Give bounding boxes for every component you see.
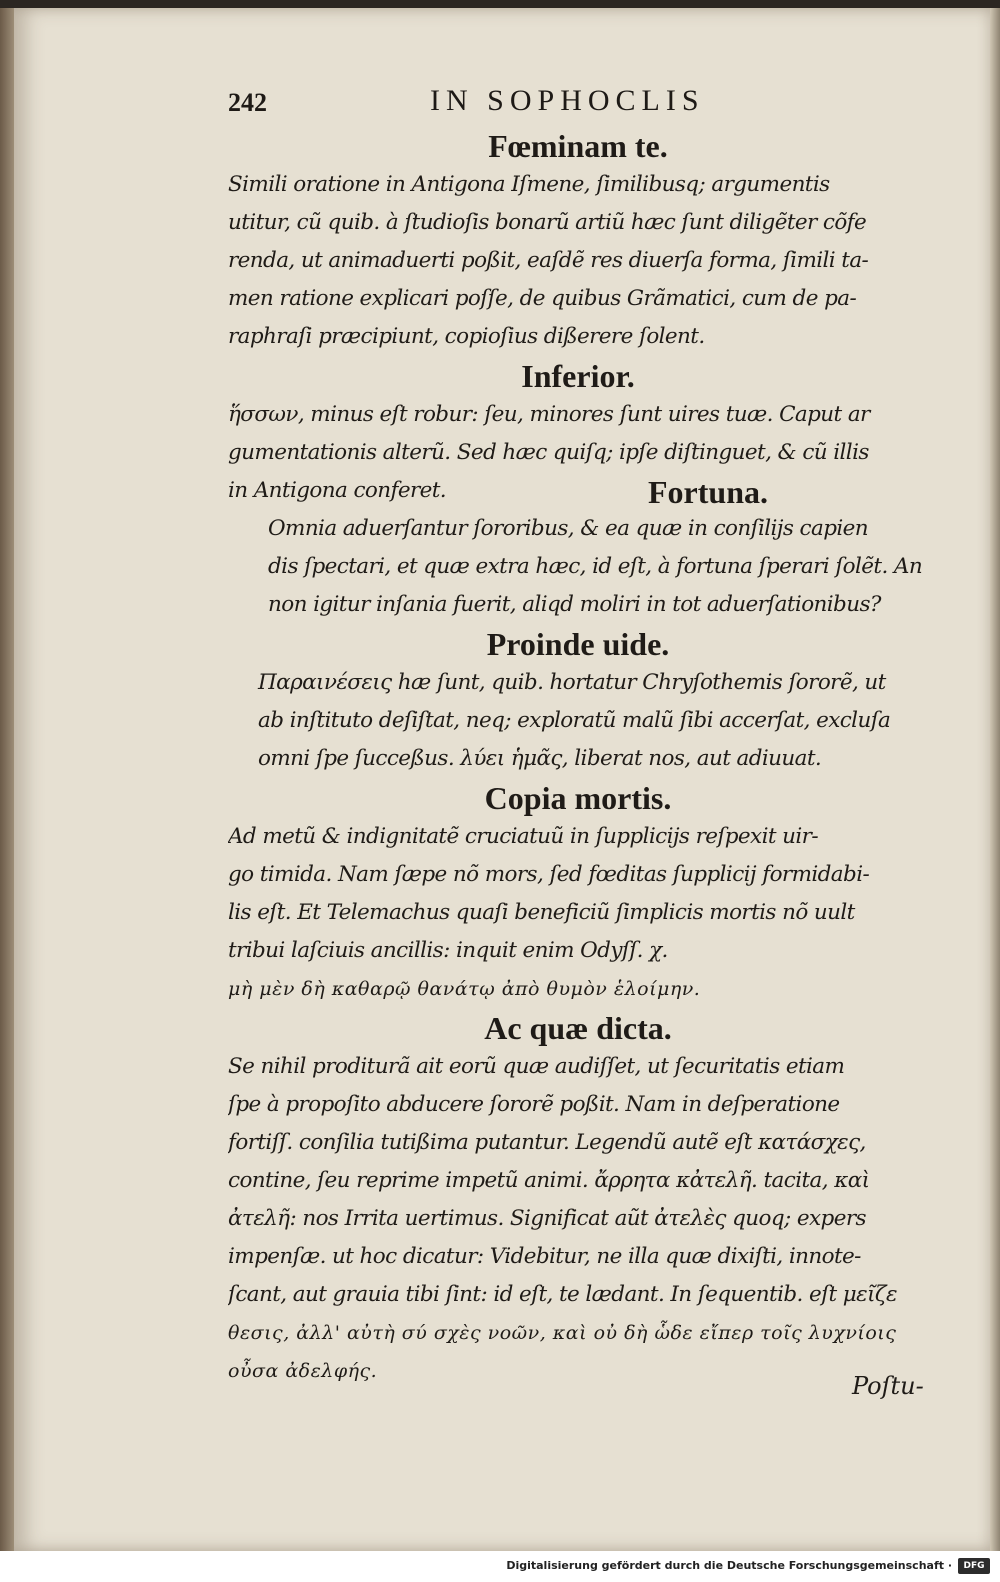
- section-proinde-uide: [228, 624, 928, 778]
- text-line: Παραινέσεις hæ ſunt, quib. hortatur Chryſothemis ſororẽ, ut: [258, 670, 886, 695]
- page-edge: [990, 8, 1000, 1551]
- paragraph: [228, 818, 928, 1008]
- section-ac-quae-dicta: [228, 1008, 928, 1390]
- paragraph: [228, 166, 928, 356]
- text-line: contine, ſeu reprime impetũ animi. ἄρρητα κἀτελῆ. tacita, καὶ: [228, 1168, 870, 1193]
- greek-text-line: θεσις, ἀλλ' αὐτὴ σύ σχὲς νοῶν, καὶ οὐ δὴ ὧδε εἴπερ τοῖς λυχνίοις: [228, 1322, 897, 1344]
- catchword: Poſtu-: [852, 1372, 924, 1400]
- text-line: renda, ut animaduerti poßit, eaſdẽ res diuerſa forma, ſimili ta-: [228, 248, 869, 273]
- section-heading: Ac quæ dicta.: [484, 1010, 672, 1046]
- text-line: in Antigona conferet.: [228, 478, 447, 503]
- text-line: Omnia aduerſantur ſororibus, & ea quæ in conſilijs capien: [268, 516, 869, 541]
- section-copia-mortis: [228, 778, 928, 1008]
- text-line: men ratione explicari poſſe, de quibus Grãmatici, cum de pa-: [228, 286, 857, 311]
- text-line: go timida. Nam ſæpe nõ mors, ſed fœditas ſupplicij formidabi-: [228, 862, 870, 887]
- page-body: [228, 126, 928, 1390]
- section-foeminam: [228, 126, 928, 356]
- paragraph: [228, 396, 928, 510]
- page-number: 242: [228, 88, 267, 117]
- text-line: ſpe à propoſito abducere ſororẽ poßit. Nam in deſperatione: [228, 1092, 840, 1117]
- dfg-logo-icon: DFG: [958, 1558, 990, 1574]
- section-heading: Copia mortis.: [484, 780, 672, 816]
- section-heading: Proinde uide.: [486, 626, 670, 662]
- section-fortuna: [228, 510, 928, 624]
- running-header: [228, 84, 768, 124]
- text-line: fortiſſ. conſilia tutißima putantur. Legendũ autẽ eſt κατάσχες,: [228, 1130, 866, 1155]
- text-line: ab inſtituto deſiſtat, neq; exploratũ malũ ſibi accerſat, excluſa: [258, 708, 891, 733]
- paragraph: [228, 664, 928, 778]
- text-line: ἥσσων, minus eſt robur: ſeu, minores ſunt uires tuæ. Caput ar: [228, 402, 870, 427]
- section-heading: Fœminam te.: [488, 128, 668, 164]
- text-line: Se nihil proditurã ait eorũ quæ audiſſet, ut ſecuritatis etiam: [228, 1054, 845, 1079]
- section-inferior: [228, 356, 928, 510]
- text-line: lis eſt. Et Telemachus quaſi beneficiũ ſimplicis mortis nõ uult: [228, 900, 855, 925]
- text-line: Simili oratione in Antigona Iſmene, ſimilibusq; argumentis: [228, 172, 830, 197]
- text-line: tribui laſciuis ancillis: inquit enim Odyſſ. χ.: [228, 938, 668, 963]
- section-heading-fortuna: Fortuna.: [648, 474, 768, 510]
- greek-text-line: οὖσα ἀδελφής.: [228, 1360, 378, 1382]
- paragraph: [228, 1048, 928, 1390]
- digitization-footer: [0, 1551, 1000, 1582]
- running-title: IN SOPHOCLIS: [430, 84, 705, 117]
- funding-credit: Digitalisierung gefördert durch die Deutsche Forschungsgemeinschaft ·: [506, 1559, 952, 1572]
- text-line: impenſæ. ut hoc dicatur: Videbitur, ne illa quæ dixiſti, innote-: [228, 1244, 861, 1269]
- text-line: non igitur inſania fuerit, aliqd moliri in tot aduerſationibus?: [268, 592, 881, 617]
- text-line: raphraſi præcipiunt, copioſius dißerere ſolent.: [228, 324, 705, 349]
- text-line: utitur, cũ quib. à ſtudioſis bonarũ artiũ hæc ſunt diligẽter cõfe: [228, 210, 867, 235]
- text-line: dis ſpectari, et quæ extra hæc, id eſt, à fortuna ſperari ſolẽt. An: [268, 554, 923, 579]
- section-heading: Inferior.: [521, 358, 635, 394]
- text-line: Ad metũ & indignitatẽ cruciatuũ in ſupplicijs reſpexit uir-: [228, 824, 818, 849]
- text-line: gumentationis alterũ. Sed hæc quiſq; ipſe diſtinguet, & cũ illis: [228, 440, 869, 465]
- greek-quote-line: μὴ μὲν δὴ καθαρῷ θανάτῳ ἀπὸ θυμὸν ἑλοίμην.: [228, 978, 701, 1000]
- text-line: omni ſpe ſucceßus. λύει ἡμᾶς, liberat nos, aut adiuuat.: [258, 746, 822, 771]
- text-line: ſcant, aut grauia tibi ſint: id eſt, te lædant. In ſequentib. eſt μεῖζε: [228, 1282, 897, 1307]
- text-line: ἀτελῆ: nos Irrita uertimus. Significat aũt ἀτελὲς quoq; expers: [228, 1206, 866, 1231]
- paragraph: [228, 510, 928, 624]
